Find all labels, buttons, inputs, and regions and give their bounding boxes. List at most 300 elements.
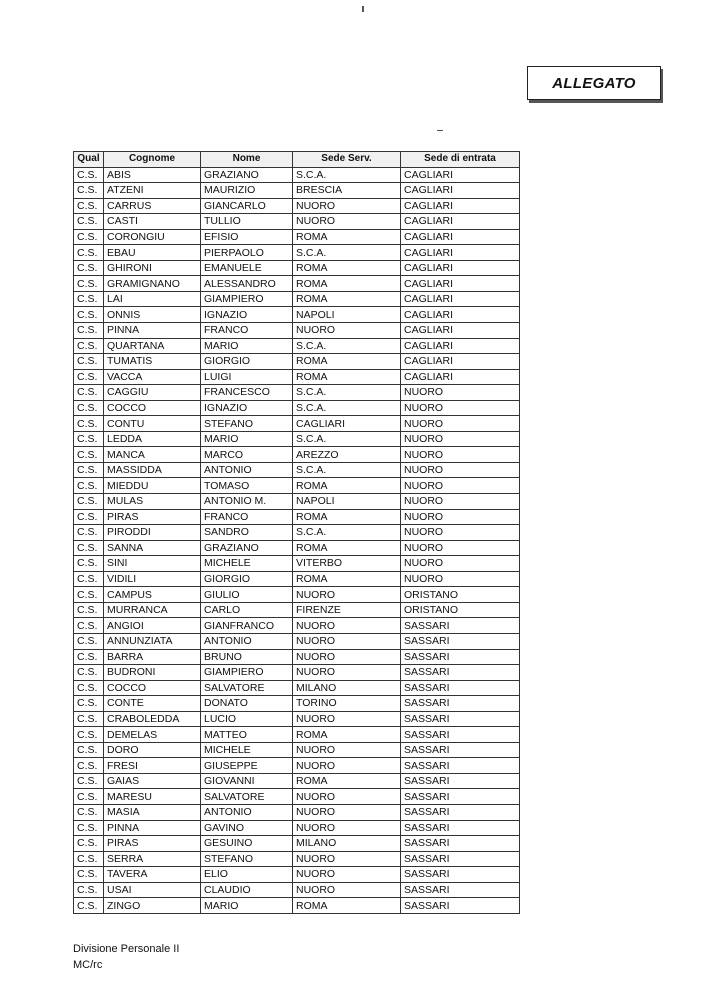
cell-sede-serv: S.C.A. [293,462,401,478]
table-row [74,571,520,587]
cell-cognome: MASSIDDA [104,462,201,478]
column-header-sede-serv: Sede Serv. [293,152,401,168]
table-row [74,229,520,245]
table-row [74,478,520,494]
cell-qual: C.S. [74,385,104,401]
table-row [74,758,520,774]
cell-sede-serv: NUORO [293,587,401,603]
cell-qual: C.S. [74,245,104,261]
table-row [74,556,520,572]
cell-sede-entrata: SASSARI [401,649,520,665]
cell-sede-entrata: CAGLIARI [401,260,520,276]
table-body [74,167,520,913]
cell-qual: C.S. [74,338,104,354]
table-row [74,804,520,820]
cell-qual: C.S. [74,882,104,898]
cell-cognome: CORONGIU [104,229,201,245]
cell-sede-entrata: CAGLIARI [401,183,520,199]
cell-sede-entrata: CAGLIARI [401,167,520,183]
table-row [74,431,520,447]
cell-nome: ANTONIO [201,804,293,820]
cell-nome: LUIGI [201,369,293,385]
cell-sede-serv: FIRENZE [293,602,401,618]
cell-qual: C.S. [74,400,104,416]
cell-cognome: PINNA [104,820,201,836]
cell-sede-entrata: SASSARI [401,898,520,914]
cell-cognome: USAI [104,882,201,898]
cell-nome: SANDRO [201,525,293,541]
cell-sede-entrata: NUORO [401,494,520,510]
cell-qual: C.S. [74,587,104,603]
cell-sede-serv: NUORO [293,649,401,665]
cell-qual: C.S. [74,773,104,789]
cell-sede-entrata: CAGLIARI [401,369,520,385]
cell-sede-serv: VITERBO [293,556,401,572]
cell-sede-entrata: ORISTANO [401,587,520,603]
cell-cognome: BUDRONI [104,665,201,681]
cell-qual: C.S. [74,509,104,525]
cell-nome: CLAUDIO [201,882,293,898]
cell-nome: GRAZIANO [201,540,293,556]
cell-cognome: MANCA [104,447,201,463]
table-row [74,291,520,307]
cell-qual: C.S. [74,214,104,230]
cell-sede-serv: ROMA [293,773,401,789]
cell-sede-entrata: SASSARI [401,727,520,743]
table-row [74,214,520,230]
footer [73,941,179,973]
cell-nome: ALESSANDRO [201,276,293,292]
table-row [74,385,520,401]
cell-nome: MARIO [201,431,293,447]
table-row [74,789,520,805]
cell-sede-serv: AREZZO [293,447,401,463]
cell-cognome: EBAU [104,245,201,261]
scan-mark [362,6,364,12]
cell-cognome: BARRA [104,649,201,665]
cell-sede-entrata: SASSARI [401,851,520,867]
cell-cognome: COCCO [104,400,201,416]
cell-nome: GIORGIO [201,571,293,587]
cell-nome: SALVATORE [201,680,293,696]
cell-sede-entrata: CAGLIARI [401,198,520,214]
cell-nome: MARIO [201,898,293,914]
cell-sede-serv: S.C.A. [293,167,401,183]
cell-qual: C.S. [74,494,104,510]
cell-sede-entrata: CAGLIARI [401,323,520,339]
cell-qual: C.S. [74,696,104,712]
cell-cognome: GHIRONI [104,260,201,276]
cell-sede-serv: ROMA [293,540,401,556]
cell-sede-serv: NUORO [293,804,401,820]
cell-sede-serv: NUORO [293,618,401,634]
cell-nome: TULLIO [201,214,293,230]
cell-sede-serv: ROMA [293,727,401,743]
cell-nome: ANTONIO M. [201,494,293,510]
cell-sede-serv: S.C.A. [293,245,401,261]
cell-qual: C.S. [74,665,104,681]
cell-cognome: SERRA [104,851,201,867]
allegato-label: ALLEGATO [527,66,661,100]
table-row [74,400,520,416]
table-row [74,167,520,183]
cell-qual: C.S. [74,525,104,541]
table-row [74,447,520,463]
cell-sede-entrata: NUORO [401,400,520,416]
table-row [74,898,520,914]
cell-nome: TOMASO [201,478,293,494]
table-row [74,307,520,323]
cell-nome: GESUINO [201,836,293,852]
cell-qual: C.S. [74,556,104,572]
cell-sede-serv: NUORO [293,882,401,898]
cell-cognome: SANNA [104,540,201,556]
cell-qual: C.S. [74,260,104,276]
cell-qual: C.S. [74,789,104,805]
cell-nome: MATTEO [201,727,293,743]
cell-qual: C.S. [74,633,104,649]
table-row [74,602,520,618]
cell-cognome: TUMATIS [104,354,201,370]
cell-nome: GIOVANNI [201,773,293,789]
cell-nome: FRANCESCO [201,385,293,401]
cell-sede-serv: NUORO [293,867,401,883]
cell-qual: C.S. [74,711,104,727]
cell-sede-entrata: SASSARI [401,758,520,774]
cell-qual: C.S. [74,478,104,494]
table-row [74,338,520,354]
table-row [74,680,520,696]
cell-sede-entrata: SASSARI [401,618,520,634]
cell-sede-serv: S.C.A. [293,525,401,541]
cell-nome: STEFANO [201,416,293,432]
cell-nome: FRANCO [201,509,293,525]
cell-sede-serv: NUORO [293,789,401,805]
table-row [74,711,520,727]
table-row [74,820,520,836]
footer-initials: MC/rc [73,959,103,971]
cell-sede-entrata: SASSARI [401,680,520,696]
cell-qual: C.S. [74,898,104,914]
footer-division: Divisione Personale II [73,943,180,955]
cell-nome: MICHELE [201,556,293,572]
cell-qual: C.S. [74,820,104,836]
cell-sede-serv: ROMA [293,369,401,385]
cell-sede-serv: NUORO [293,758,401,774]
table-row [74,198,520,214]
cell-qual: C.S. [74,229,104,245]
cell-qual: C.S. [74,618,104,634]
table-row [74,587,520,603]
cell-cognome: MULAS [104,494,201,510]
table-row [74,369,520,385]
cell-sede-entrata: CAGLIARI [401,354,520,370]
cell-sede-serv: ROMA [293,276,401,292]
cell-cognome: PIRODDI [104,525,201,541]
cell-cognome: PIRAS [104,836,201,852]
cell-qual: C.S. [74,323,104,339]
cell-nome: GIANFRANCO [201,618,293,634]
cell-sede-serv: ROMA [293,260,401,276]
cell-qual: C.S. [74,867,104,883]
table-row [74,323,520,339]
cell-qual: C.S. [74,416,104,432]
cell-sede-entrata: NUORO [401,478,520,494]
cell-sede-entrata: CAGLIARI [401,338,520,354]
cell-sede-entrata: CAGLIARI [401,245,520,261]
column-header-cognome: Cognome [104,152,201,168]
cell-nome: ANTONIO [201,462,293,478]
cell-sede-entrata: NUORO [401,525,520,541]
cell-sede-serv: NUORO [293,742,401,758]
cell-cognome: MURRANCA [104,602,201,618]
table-row [74,276,520,292]
cell-cognome: DEMELAS [104,727,201,743]
cell-cognome: ZINGO [104,898,201,914]
cell-nome: PIERPAOLO [201,245,293,261]
cell-sede-entrata: CAGLIARI [401,307,520,323]
cell-sede-entrata: NUORO [401,447,520,463]
cell-qual: C.S. [74,742,104,758]
cell-nome: GIAMPIERO [201,291,293,307]
cell-qual: C.S. [74,167,104,183]
cell-qual: C.S. [74,571,104,587]
table-row [74,494,520,510]
cell-cognome: CARRUS [104,198,201,214]
cell-sede-entrata: NUORO [401,385,520,401]
cell-sede-entrata: SASSARI [401,711,520,727]
cell-cognome: ANNUNZIATA [104,633,201,649]
cell-sede-entrata: CAGLIARI [401,229,520,245]
cell-cognome: CONTE [104,696,201,712]
cell-sede-serv: NUORO [293,214,401,230]
cell-cognome: COCCO [104,680,201,696]
cell-nome: IGNAZIO [201,307,293,323]
table-row [74,836,520,852]
cell-sede-entrata: NUORO [401,431,520,447]
cell-sede-entrata: SASSARI [401,789,520,805]
cell-qual: C.S. [74,431,104,447]
column-header-sede-entrata: Sede di entrata [401,152,520,168]
cell-nome: GRAZIANO [201,167,293,183]
cell-nome: MICHELE [201,742,293,758]
cell-qual: C.S. [74,649,104,665]
cell-sede-serv: NAPOLI [293,494,401,510]
cell-sede-serv: CAGLIARI [293,416,401,432]
cell-nome: FRANCO [201,323,293,339]
cell-qual: C.S. [74,276,104,292]
cell-sede-entrata: SASSARI [401,633,520,649]
cell-sede-entrata: NUORO [401,509,520,525]
cell-sede-serv: TORINO [293,696,401,712]
cell-sede-serv: MILANO [293,836,401,852]
personnel-table [73,151,520,914]
cell-nome: MARIO [201,338,293,354]
cell-sede-serv: S.C.A. [293,385,401,401]
cell-cognome: GRAMIGNANO [104,276,201,292]
cell-cognome: GAIAS [104,773,201,789]
cell-qual: C.S. [74,462,104,478]
cell-sede-serv: ROMA [293,571,401,587]
cell-cognome: ATZENI [104,183,201,199]
cell-sede-entrata: SASSARI [401,742,520,758]
cell-sede-entrata: SASSARI [401,696,520,712]
table-row [74,649,520,665]
cell-sede-serv: NUORO [293,633,401,649]
cell-nome: MAURIZIO [201,183,293,199]
cell-nome: EFISIO [201,229,293,245]
cell-cognome: PIRAS [104,509,201,525]
cell-qual: C.S. [74,369,104,385]
cell-nome: GIAMPIERO [201,665,293,681]
cell-sede-serv: NAPOLI [293,307,401,323]
cell-nome: GIORGIO [201,354,293,370]
table-row [74,183,520,199]
cell-cognome: ONNIS [104,307,201,323]
cell-sede-entrata: SASSARI [401,882,520,898]
cell-sede-serv: NUORO [293,665,401,681]
cell-sede-entrata: SASSARI [401,867,520,883]
cell-nome: SALVATORE [201,789,293,805]
cell-sede-serv: NUORO [293,711,401,727]
cell-cognome: CRABOLEDDA [104,711,201,727]
table-row [74,416,520,432]
cell-sede-serv: S.C.A. [293,400,401,416]
cell-cognome: SINI [104,556,201,572]
table-row [74,618,520,634]
cell-sede-entrata: NUORO [401,462,520,478]
cell-qual: C.S. [74,183,104,199]
cell-sede-entrata: SASSARI [401,773,520,789]
cell-sede-entrata: SASSARI [401,820,520,836]
table-row [74,882,520,898]
table-row [74,742,520,758]
table-row [74,260,520,276]
cell-qual: C.S. [74,198,104,214]
cell-cognome: FRESI [104,758,201,774]
cell-nome: BRUNO [201,649,293,665]
personnel-table-container [73,151,520,914]
cell-sede-serv: NUORO [293,323,401,339]
table-row [74,696,520,712]
cell-cognome: CAGGIU [104,385,201,401]
cell-qual: C.S. [74,804,104,820]
column-header-nome: Nome [201,152,293,168]
cell-sede-serv: S.C.A. [293,431,401,447]
cell-qual: C.S. [74,447,104,463]
cell-sede-entrata: SASSARI [401,665,520,681]
cell-nome: GIUSEPPE [201,758,293,774]
cell-cognome: ANGIOI [104,618,201,634]
cell-sede-entrata: NUORO [401,571,520,587]
table-row [74,462,520,478]
cell-cognome: LEDDA [104,431,201,447]
table-row [74,665,520,681]
table-row [74,354,520,370]
cell-sede-serv: ROMA [293,291,401,307]
cell-qual: C.S. [74,680,104,696]
cell-sede-serv: NUORO [293,198,401,214]
cell-nome: IGNAZIO [201,400,293,416]
cell-cognome: CASTI [104,214,201,230]
cell-sede-entrata: CAGLIARI [401,276,520,292]
scan-mark [437,130,443,131]
cell-sede-serv: ROMA [293,229,401,245]
cell-cognome: MIEDDU [104,478,201,494]
cell-qual: C.S. [74,851,104,867]
table-row [74,509,520,525]
cell-sede-serv: ROMA [293,509,401,525]
cell-qual: C.S. [74,307,104,323]
cell-sede-entrata: SASSARI [401,836,520,852]
cell-cognome: LAI [104,291,201,307]
cell-cognome: MASIA [104,804,201,820]
cell-sede-entrata: CAGLIARI [401,214,520,230]
cell-cognome: MARESU [104,789,201,805]
table-row [74,851,520,867]
table-row [74,525,520,541]
cell-sede-entrata: ORISTANO [401,602,520,618]
cell-nome: MARCO [201,447,293,463]
cell-sede-serv: S.C.A. [293,338,401,354]
cell-nome: ANTONIO [201,633,293,649]
cell-cognome: DORO [104,742,201,758]
table-header-row [74,152,520,168]
cell-qual: C.S. [74,758,104,774]
cell-sede-serv: BRESCIA [293,183,401,199]
cell-sede-serv: ROMA [293,354,401,370]
cell-qual: C.S. [74,354,104,370]
cell-sede-entrata: CAGLIARI [401,291,520,307]
cell-qual: C.S. [74,540,104,556]
column-header-qual: Qual [74,152,104,168]
cell-qual: C.S. [74,291,104,307]
cell-cognome: ABIS [104,167,201,183]
cell-nome: STEFANO [201,851,293,867]
cell-qual: C.S. [74,602,104,618]
cell-nome: GAVINO [201,820,293,836]
cell-sede-serv: ROMA [293,478,401,494]
cell-cognome: VIDILI [104,571,201,587]
cell-cognome: PINNA [104,323,201,339]
cell-qual: C.S. [74,836,104,852]
cell-sede-serv: MILANO [293,680,401,696]
cell-sede-entrata: SASSARI [401,804,520,820]
cell-nome: CARLO [201,602,293,618]
cell-nome: EMANUELE [201,260,293,276]
cell-qual: C.S. [74,727,104,743]
cell-nome: GIANCARLO [201,198,293,214]
cell-cognome: QUARTANA [104,338,201,354]
cell-sede-entrata: NUORO [401,540,520,556]
cell-nome: DONATO [201,696,293,712]
table-row [74,633,520,649]
cell-sede-entrata: NUORO [401,556,520,572]
cell-sede-serv: NUORO [293,851,401,867]
cell-sede-serv: NUORO [293,820,401,836]
cell-sede-serv: ROMA [293,898,401,914]
cell-cognome: VACCA [104,369,201,385]
table-row [74,245,520,261]
table-row [74,773,520,789]
table-row [74,727,520,743]
cell-cognome: CAMPUS [104,587,201,603]
cell-nome: LUCIO [201,711,293,727]
table-row [74,540,520,556]
cell-cognome: TAVERA [104,867,201,883]
cell-sede-entrata: NUORO [401,416,520,432]
table-row [74,867,520,883]
